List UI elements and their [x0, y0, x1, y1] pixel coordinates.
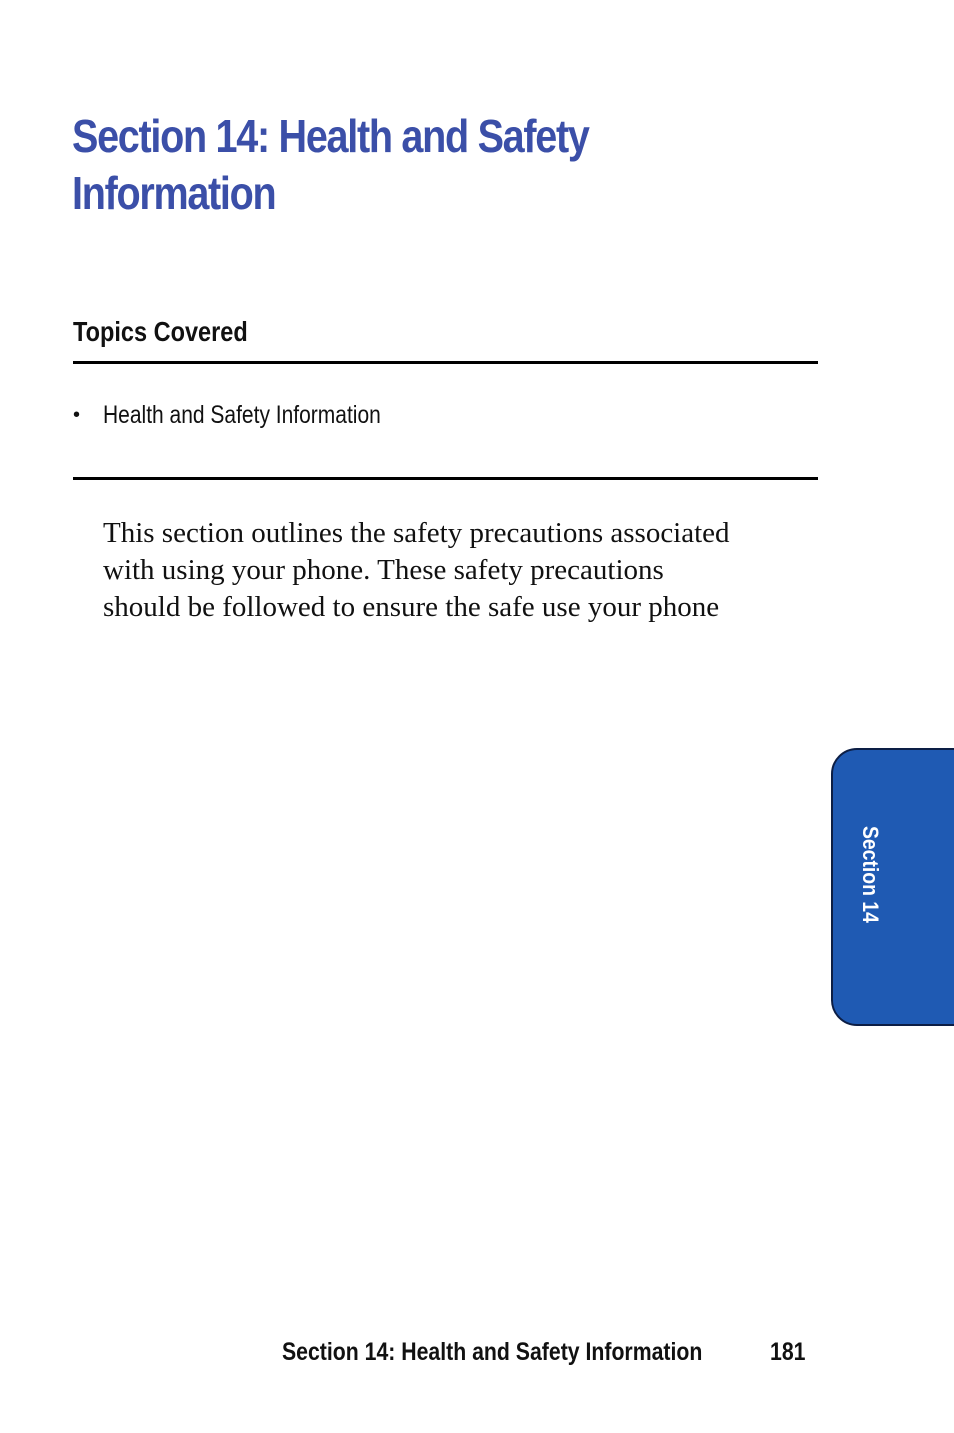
list-item — [73, 398, 434, 432]
page-number: 181 — [770, 1338, 806, 1366]
intro-line-2: with using your phone. These safety precautions — [103, 554, 664, 586]
page-title-line-1: Section 14: Health and Safety — [72, 110, 589, 162]
footer-title: Section 14: Health and Safety Information — [282, 1338, 703, 1366]
section-side-tab-label: Section 14 — [858, 826, 883, 923]
topics-bottom-divider — [73, 477, 818, 480]
intro-line-3: should be followed to ensure the safe use your phone — [103, 591, 720, 623]
bullet-icon: • — [73, 404, 81, 426]
page-footer — [282, 1335, 812, 1369]
intro-line-1: This section outlines the safety precautions associated — [103, 517, 730, 549]
topics-list — [73, 398, 434, 432]
section-side-tab — [831, 748, 954, 1026]
topics-heading: Topics Covered — [73, 316, 248, 347]
topics-top-divider — [73, 361, 818, 364]
page-title-line-2: Information — [72, 167, 276, 219]
topic-label: Health and Safety Information — [103, 401, 381, 429]
page-title — [72, 108, 622, 222]
intro-paragraph — [103, 515, 823, 626]
